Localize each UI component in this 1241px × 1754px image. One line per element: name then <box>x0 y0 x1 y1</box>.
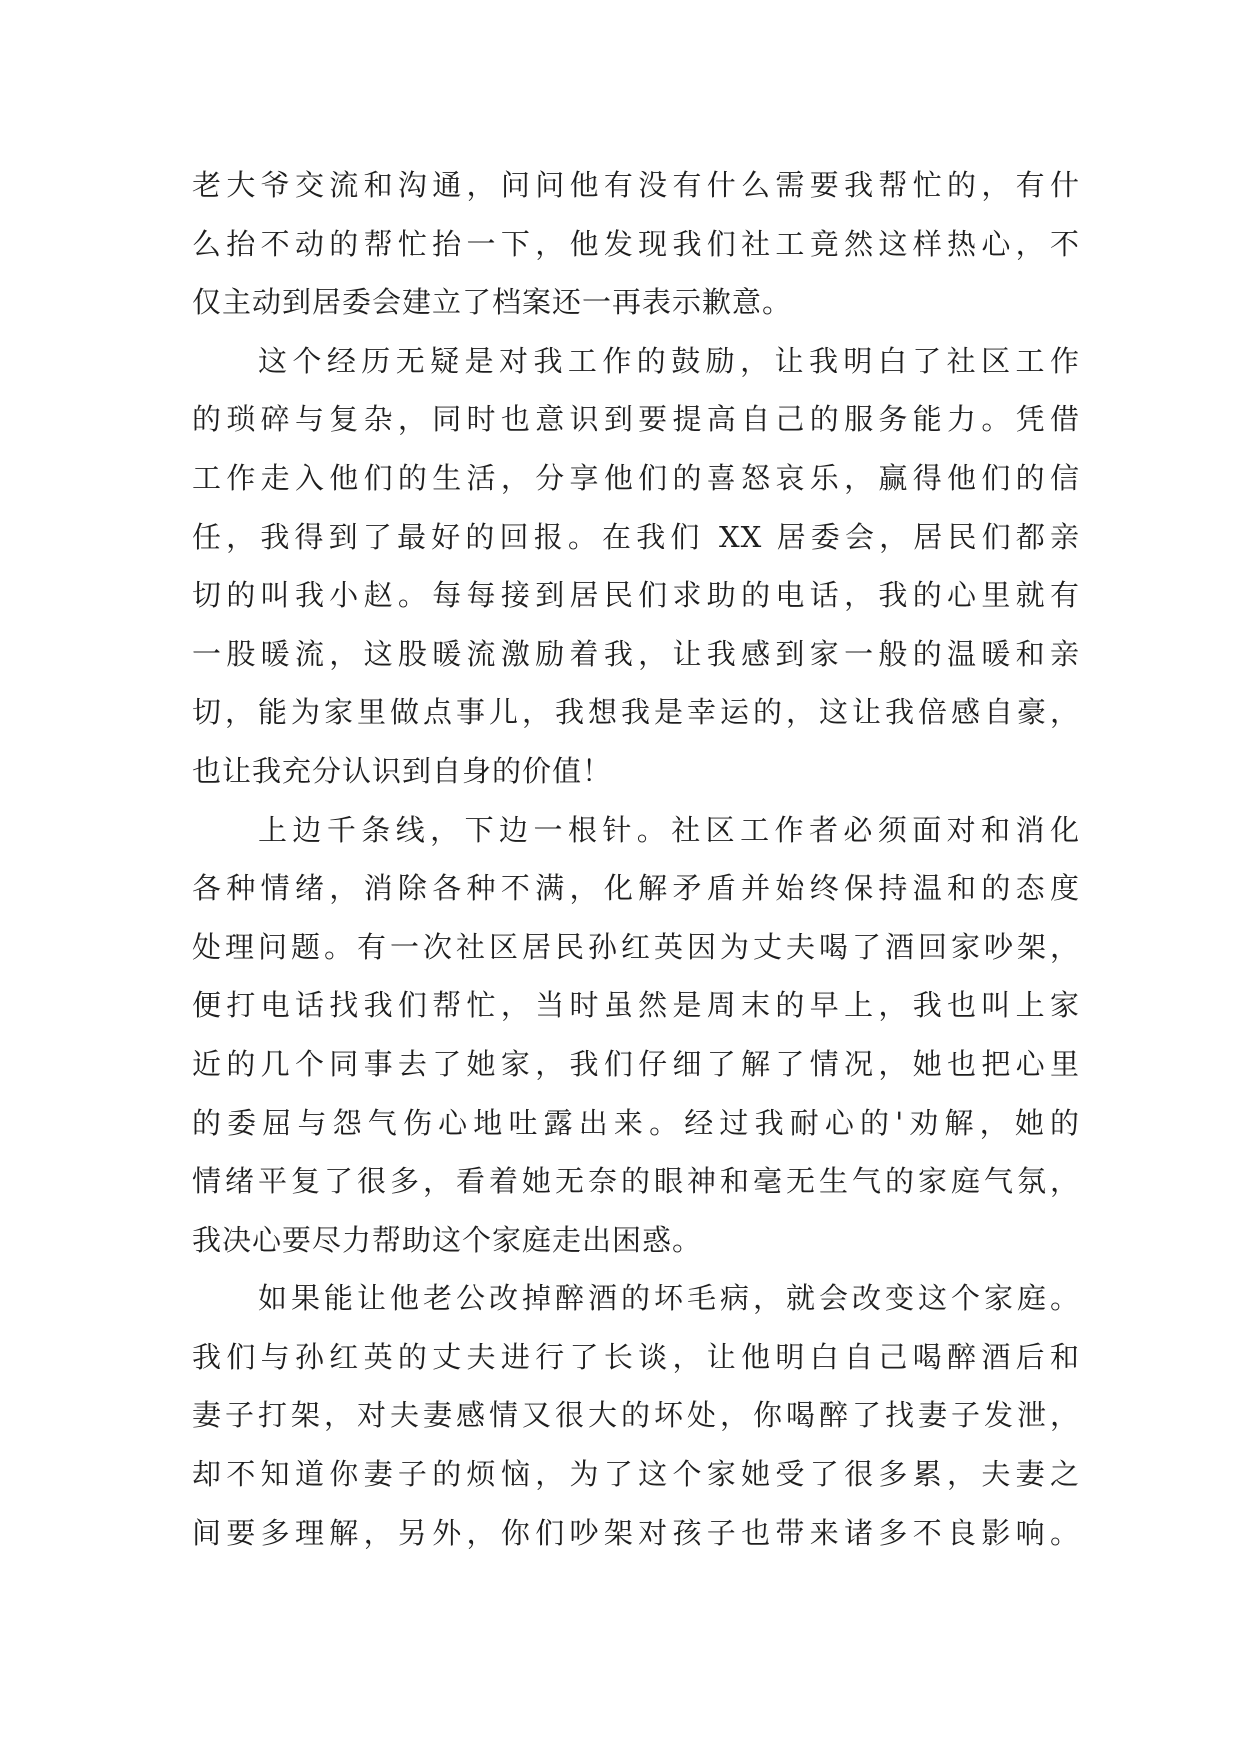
text-line: 仅主动到居委会建立了档案还一再表示歉意。 <box>192 285 793 320</box>
text-line: 近的几个同事去了她家，我们仔细了解了情况，她也把心里 <box>192 1046 1080 1081</box>
text-line: 一股暖流，这股暖流激励着我，让我感到家一般的温暖和亲 <box>192 636 1080 671</box>
text-line: 便打电话找我们帮忙，当时虽然是周末的早上，我也叫上家 <box>192 988 1080 1023</box>
paragraph-2 <box>192 332 1092 801</box>
text-line: 任，我得到了最好的回报。在我们 XX 居委会，居民们都亲 <box>192 519 1080 554</box>
text-line: 我们与孙红英的丈夫进行了长谈，让他明白自己喝醉酒后和 <box>192 1339 1080 1374</box>
paragraph-4 <box>192 1269 1092 1562</box>
body-text <box>192 156 1092 1562</box>
text-line: 各种情绪，消除各种不满，化解矛盾并始终保持温和的态度 <box>192 871 1080 906</box>
text-line: 上边千条线，下边一根针。社区工作者必须面对和消化 <box>258 812 1080 847</box>
text-line: 切，能为家里做点事儿，我想我是幸运的，这让我倍感自豪， <box>192 695 1080 730</box>
text-line: 如果能让他老公改掉醉酒的坏毛病，就会改变这个家庭。 <box>258 1281 1080 1316</box>
text-line: 处理问题。有一次社区居民孙红英因为丈夫喝了酒回家吵架， <box>192 929 1080 964</box>
text-line: 么抬不动的帮忙抬一下，他发现我们社工竟然这样热心，不 <box>192 226 1080 261</box>
text-line: 却不知道你妻子的烦恼，为了这个家她受了很多累，夫妻之 <box>192 1457 1080 1492</box>
text-line: 间要多理解，另外，你们吵架对孩子也带来诸多不良影响。 <box>192 1515 1080 1550</box>
text-line: 也让我充分认识到自身的价值！ <box>192 753 613 788</box>
paragraph-3 <box>192 801 1092 1270</box>
text-line: 这个经历无疑是对我工作的鼓励，让我明白了社区工作 <box>258 343 1080 378</box>
text-line: 的委屈与怨气伤心地吐露出来。经过我耐心的'劝解，她的 <box>192 1105 1080 1140</box>
text-line: 妻子打架，对夫妻感情又很大的坏处，你喝醉了找妻子发泄， <box>192 1398 1080 1433</box>
text-line: 工作走入他们的生活，分享他们的喜怒哀乐，赢得他们的信 <box>192 460 1080 495</box>
paragraph-1 <box>192 156 1092 332</box>
text-line: 切的叫我小赵。每每接到居民们求助的电话，我的心里就有 <box>192 578 1080 613</box>
text-line: 的琐碎与复杂，同时也意识到要提高自己的服务能力。凭借 <box>192 402 1080 437</box>
text-line: 我决心要尽力帮助这个家庭走出困惑。 <box>192 1222 703 1257</box>
text-line: 情绪平复了很多，看着她无奈的眼神和毫无生气的家庭气氛， <box>192 1164 1080 1199</box>
text-line: 老大爷交流和沟通，问问他有没有什么需要我帮忙的，有什 <box>192 168 1080 202</box>
